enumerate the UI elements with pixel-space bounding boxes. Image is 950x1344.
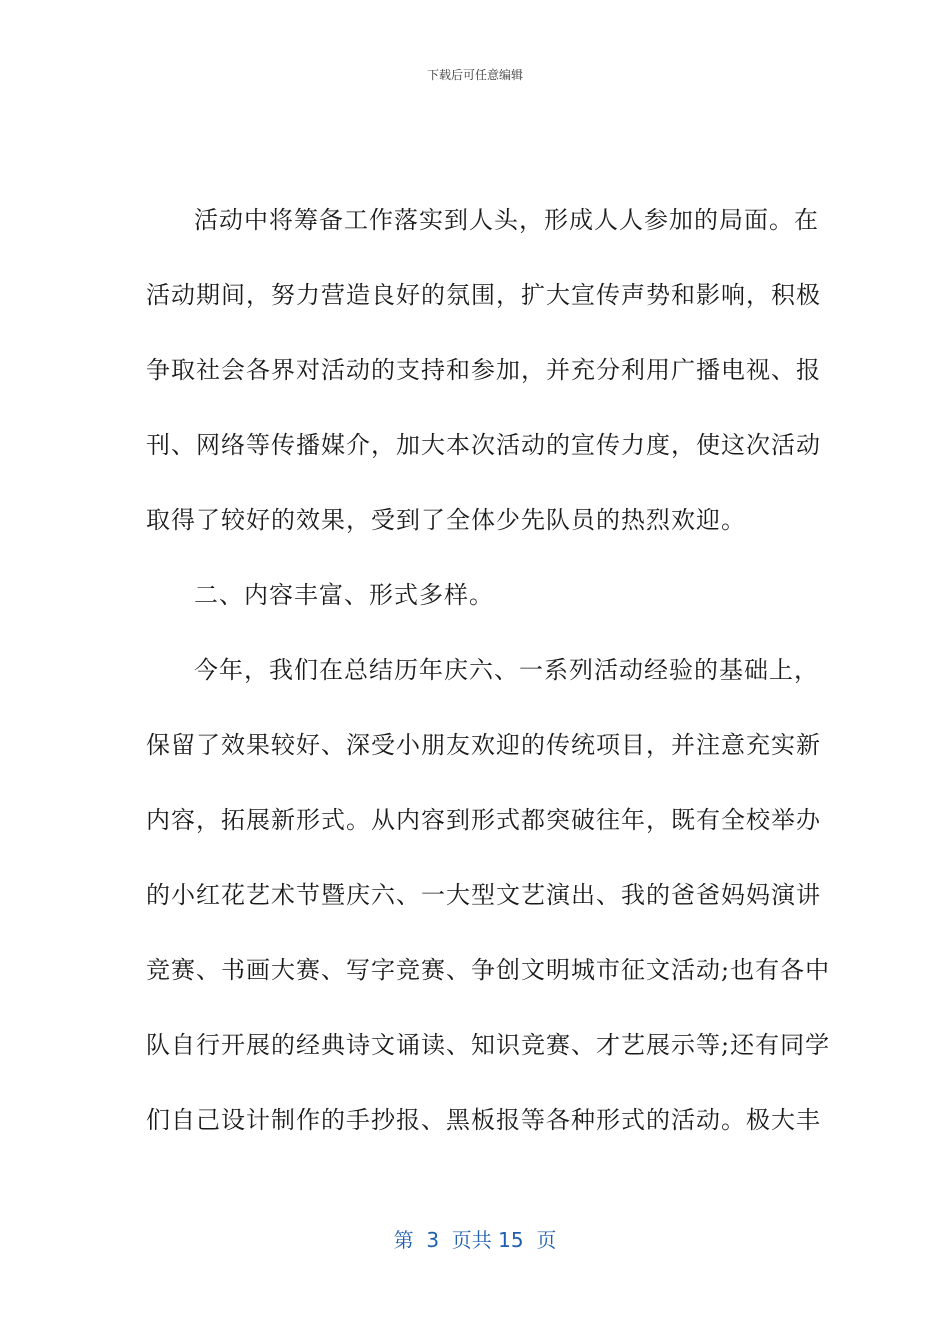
page-header: 下载后可任意编辑 [426, 68, 523, 82]
section-heading: 二、内容丰富、形式多样。 [194, 581, 494, 609]
paragraph-line: 刊、网络等传播媒介，加大本次活动的宣传力度，使这次活动 [146, 431, 821, 459]
paragraph-line: 竞赛、书画大赛、写字竞赛、争创文明城市征文活动;也有各中 [146, 956, 831, 984]
paragraph-line: 内容，拓展新形式。从内容到形式都突破往年，既有全校举办 [146, 806, 821, 834]
paragraph-line: 们自己设计制作的手抄报、黑板报等各种形式的活动。极大丰 [146, 1106, 821, 1134]
paragraph-line: 争取社会各界对活动的支持和参加，并充分利用广播电视、报 [146, 356, 821, 384]
paragraph-line: 今年，我们在总结历年庆六、一系列活动经验的基础上， [194, 656, 819, 684]
document-body [146, 196, 831, 1171]
page-number-footer: 第 3 页共 15 页 [393, 1228, 557, 1252]
paragraph-line: 活动中将筹备工作落实到人头，形成人人参加的局面。在 [194, 206, 819, 234]
paragraph-line: 取得了较好的效果，受到了全体少先队员的热烈欢迎。 [146, 506, 746, 534]
paragraph-line: 队自行开展的经典诗文诵读、知识竞赛、才艺展示等;还有同学 [146, 1031, 831, 1059]
paragraph-line: 的小红花艺术节暨庆六、一大型文艺演出、我的爸爸妈妈演讲 [146, 881, 821, 909]
paragraph-line: 活动期间，努力营造良好的氛围，扩大宣传声势和影响，积极 [146, 281, 821, 309]
paragraph-line: 保留了效果较好、深受小朋友欢迎的传统项目，并注意充实新 [146, 731, 821, 759]
